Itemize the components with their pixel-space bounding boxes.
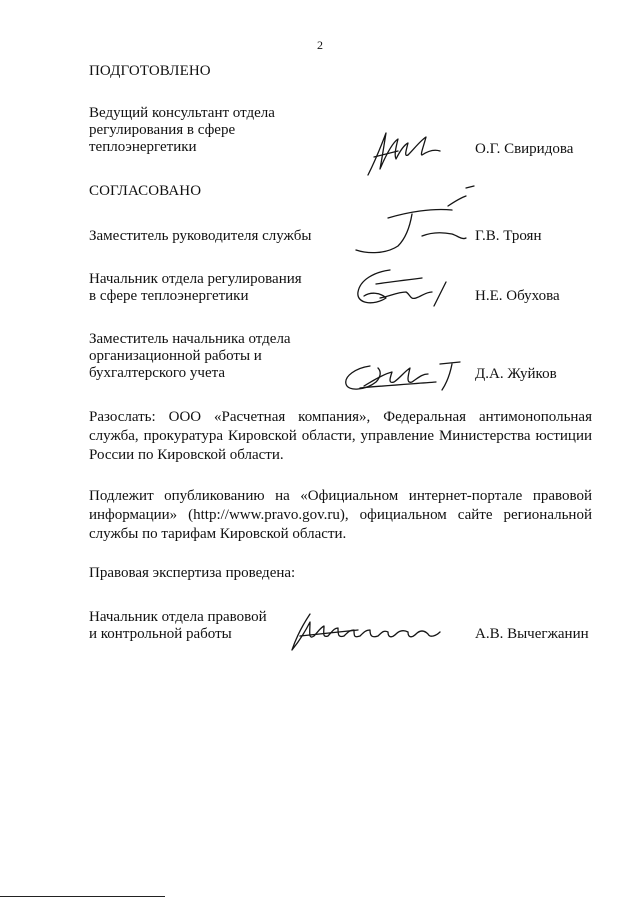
prepared-heading: ПОДГОТОВЛЕНО (89, 63, 211, 79)
signature-vychegzhanin (288, 610, 463, 655)
position-line: и контрольной работы (89, 626, 232, 642)
position-line: организационной работы и (89, 348, 262, 364)
signer-3-name: Д.А. Жуйков (475, 366, 557, 382)
publication-paragraph: Подлежит опубликованию на «Официальном интернет-портале правовой информации» (http://www.pravo.gov.ru), официальном сайте региональной службы по тарифам Кировской области. (89, 488, 592, 542)
position-line: регулирования в сфере (89, 122, 236, 138)
signer-3-position (89, 331, 291, 382)
signer-2-position (89, 271, 302, 305)
position-line: Начальник отдела правовой (89, 609, 267, 625)
position-line: теплоэнергетики (89, 139, 197, 155)
distribution-paragraph: Разослать: ООО «Расчетная компания», Федеральная антимонопольная служба, прокуратура Кировской области, управление Министерства юстиции России по Кировской области. (89, 409, 592, 463)
signer-1-name: Г.В. Троян (475, 228, 542, 244)
signer-1-position (89, 228, 311, 245)
legal-review-name: А.В. Вычегжанин (475, 626, 589, 642)
position-line: Начальник отдела регулирования (89, 271, 302, 287)
page-number: 2 (317, 38, 323, 52)
prepared-position (89, 105, 275, 156)
position-line: Заместитель руководителя службы (89, 228, 312, 244)
footer-line (0, 896, 165, 897)
signature-troyan (348, 182, 478, 260)
signer-2-name: Н.Е. Обухова (475, 288, 560, 304)
position-line: Заместитель начальника отдела (89, 331, 291, 347)
position-line: бухгалтерского учета (89, 365, 226, 381)
legal-review-position (89, 609, 267, 643)
signature-obukhova (350, 262, 460, 312)
legal-review-statement: Правовая экспертиза проведена: (89, 565, 296, 581)
prepared-name: О.Г. Свиридова (475, 141, 574, 157)
signature-zhuikov (340, 356, 465, 396)
signature-sviridova (360, 125, 445, 180)
position-line: Ведущий консультант отдела (89, 105, 275, 121)
position-line: в сфере теплоэнергетики (89, 288, 249, 304)
agreed-heading: СОГЛАСОВАНО (89, 183, 202, 199)
